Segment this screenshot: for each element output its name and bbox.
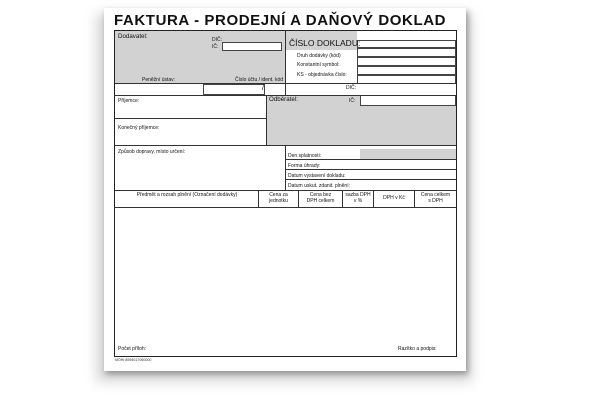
delivery-type-label: Druh dodávky (kód) bbox=[297, 53, 341, 59]
document-title: FAKTURA - PRODEJNÍ A DAŇOVÝ DOKLAD bbox=[114, 12, 447, 29]
final-recipient-label: Konečný příjemce: bbox=[118, 125, 160, 131]
divider bbox=[266, 95, 267, 145]
divider bbox=[115, 190, 456, 191]
constant-symbol-field[interactable] bbox=[357, 57, 456, 66]
recipient-label: Příjemce: bbox=[118, 98, 140, 104]
invoice-form-grid bbox=[114, 30, 457, 357]
attachments-label: Počet příloh: bbox=[118, 346, 147, 352]
divider bbox=[342, 190, 343, 207]
customer-ic-label: IČ: bbox=[349, 98, 356, 104]
delivery-type-field[interactable] bbox=[357, 48, 456, 57]
invoice-form-sheet bbox=[104, 8, 466, 371]
due-date-shade bbox=[360, 149, 456, 159]
divider bbox=[414, 190, 415, 207]
supplier-ic-label: IČ: bbox=[212, 44, 219, 50]
account-number-label: Číslo účtu / ident. kód bbox=[235, 77, 284, 83]
stamp-signature-label: Razítko a podpis: bbox=[398, 346, 437, 352]
account-slash: / bbox=[262, 85, 264, 92]
document-number-label: ČÍSLO DOKLADU: bbox=[289, 38, 361, 48]
divider bbox=[298, 190, 299, 207]
document-dic-label: DIČ: bbox=[346, 85, 356, 91]
product-code: MÖHI 8594017060000 bbox=[115, 358, 152, 362]
divider bbox=[285, 169, 456, 170]
col-header-total-with-vat: Cena celkem s DPH bbox=[420, 192, 451, 204]
customer-ic-field[interactable] bbox=[360, 95, 456, 106]
issue-date-label: Datum vystavení dokladu: bbox=[288, 173, 346, 179]
order-number-label: KS - objednávka číslo: bbox=[297, 72, 347, 78]
divider bbox=[115, 118, 266, 119]
items-area[interactable] bbox=[115, 208, 456, 343]
col-header-vat-amount: DPH v Kč bbox=[383, 195, 405, 201]
col-header-price-without-vat: Cena bez DPH celkem bbox=[306, 192, 335, 204]
document-number-field[interactable] bbox=[357, 40, 456, 48]
supplier-label: Dodavatel: bbox=[118, 33, 148, 40]
supplier-dic-label: DIČ: bbox=[212, 37, 222, 43]
transport-label: Způsob dopravy, místo určení: bbox=[118, 149, 186, 155]
col-header-description: Předmět a rozsah plnění (Označení dodávky) bbox=[136, 192, 238, 198]
bank-label: Peněžní ústav: bbox=[142, 77, 176, 83]
divider bbox=[373, 190, 374, 207]
divider bbox=[258, 190, 259, 207]
payment-method-label: Forma úhrady: bbox=[288, 163, 321, 169]
divider bbox=[285, 179, 456, 180]
supplier-ic-field[interactable] bbox=[222, 42, 282, 51]
bank-account-field[interactable] bbox=[203, 84, 265, 95]
divider bbox=[285, 145, 286, 190]
col-header-unit-price: Cena za jednotku bbox=[269, 192, 288, 204]
order-number-field[interactable] bbox=[357, 66, 456, 75]
taxable-date-label: Datum uskut. zdanit. plnění: bbox=[288, 183, 350, 189]
divider bbox=[285, 31, 286, 95]
col-header-vat-rate: sazba DPH v % bbox=[345, 192, 371, 204]
constant-symbol-label: Konstantní symbol: bbox=[297, 62, 340, 68]
due-date-label: Den splatnosti: bbox=[288, 153, 322, 159]
divider bbox=[285, 159, 456, 160]
customer-label: Odběratel: bbox=[269, 96, 298, 103]
